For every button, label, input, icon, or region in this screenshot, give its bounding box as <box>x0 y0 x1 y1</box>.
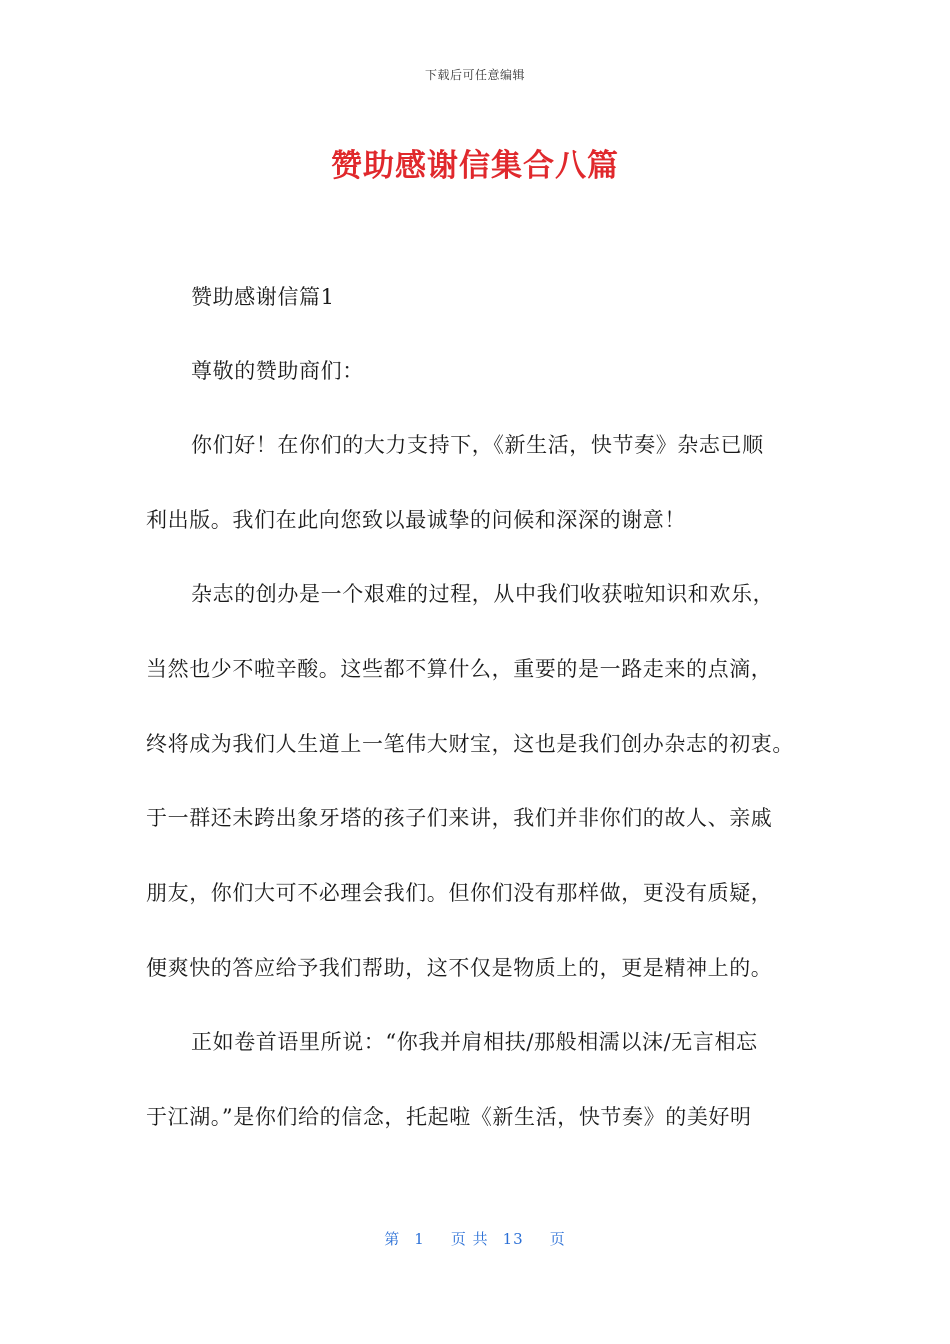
page-suffix: 页 <box>549 1230 566 1248</box>
page-prefix: 第 <box>384 1230 401 1248</box>
body-line: 于江湖。”是你们给的信念，托起啦《新生活，快节奏》的美好明 <box>146 1105 752 1129</box>
page-current: 1 <box>414 1230 425 1248</box>
page-title: 赞助感谢信集合八篇 <box>331 148 619 184</box>
body-line: 当然也少不啦辛酸。这些都不算什么，重要的是一路走来的点滴， <box>146 657 773 681</box>
body-line: 利出版。我们在此向您致以最诚挚的问候和深深的谢意！ <box>146 508 686 532</box>
header-note: 下载后可任意编辑 <box>424 68 525 82</box>
body-line: 正如卷首语里所说：“你我并肩相扶/那般相濡以沫/无言相忘 <box>191 1030 758 1054</box>
body-line: 于一群还未跨出象牙塔的孩子们来讲，我们并非你们的故人、亲戚 <box>146 806 773 830</box>
body-line: 杂志的创办是一个艰难的过程，从中我们收获啦知识和欢乐， <box>191 582 775 606</box>
page-total: 13 <box>502 1230 524 1248</box>
body-line: 朋友，你们大可不必理会我们。但你们没有那样做，更没有质疑， <box>146 881 773 905</box>
page-footer <box>0 1228 950 1249</box>
salutation: 尊敬的赞助商们： <box>191 359 364 383</box>
body-line: 你们好！在你们的大力支持下，《新生活，快节奏》杂志已顺 <box>191 433 764 457</box>
page-mid: 页 共 <box>450 1230 489 1248</box>
body-line: 便爽快的答应给予我们帮助，这不仅是物质上的，更是精神上的。 <box>146 956 773 980</box>
body-line: 终将成为我们人生道上一笔伟大财宝，这也是我们创办杂志的初衷。 <box>146 732 794 756</box>
section-heading: 赞助感谢信篇1 <box>191 285 335 309</box>
